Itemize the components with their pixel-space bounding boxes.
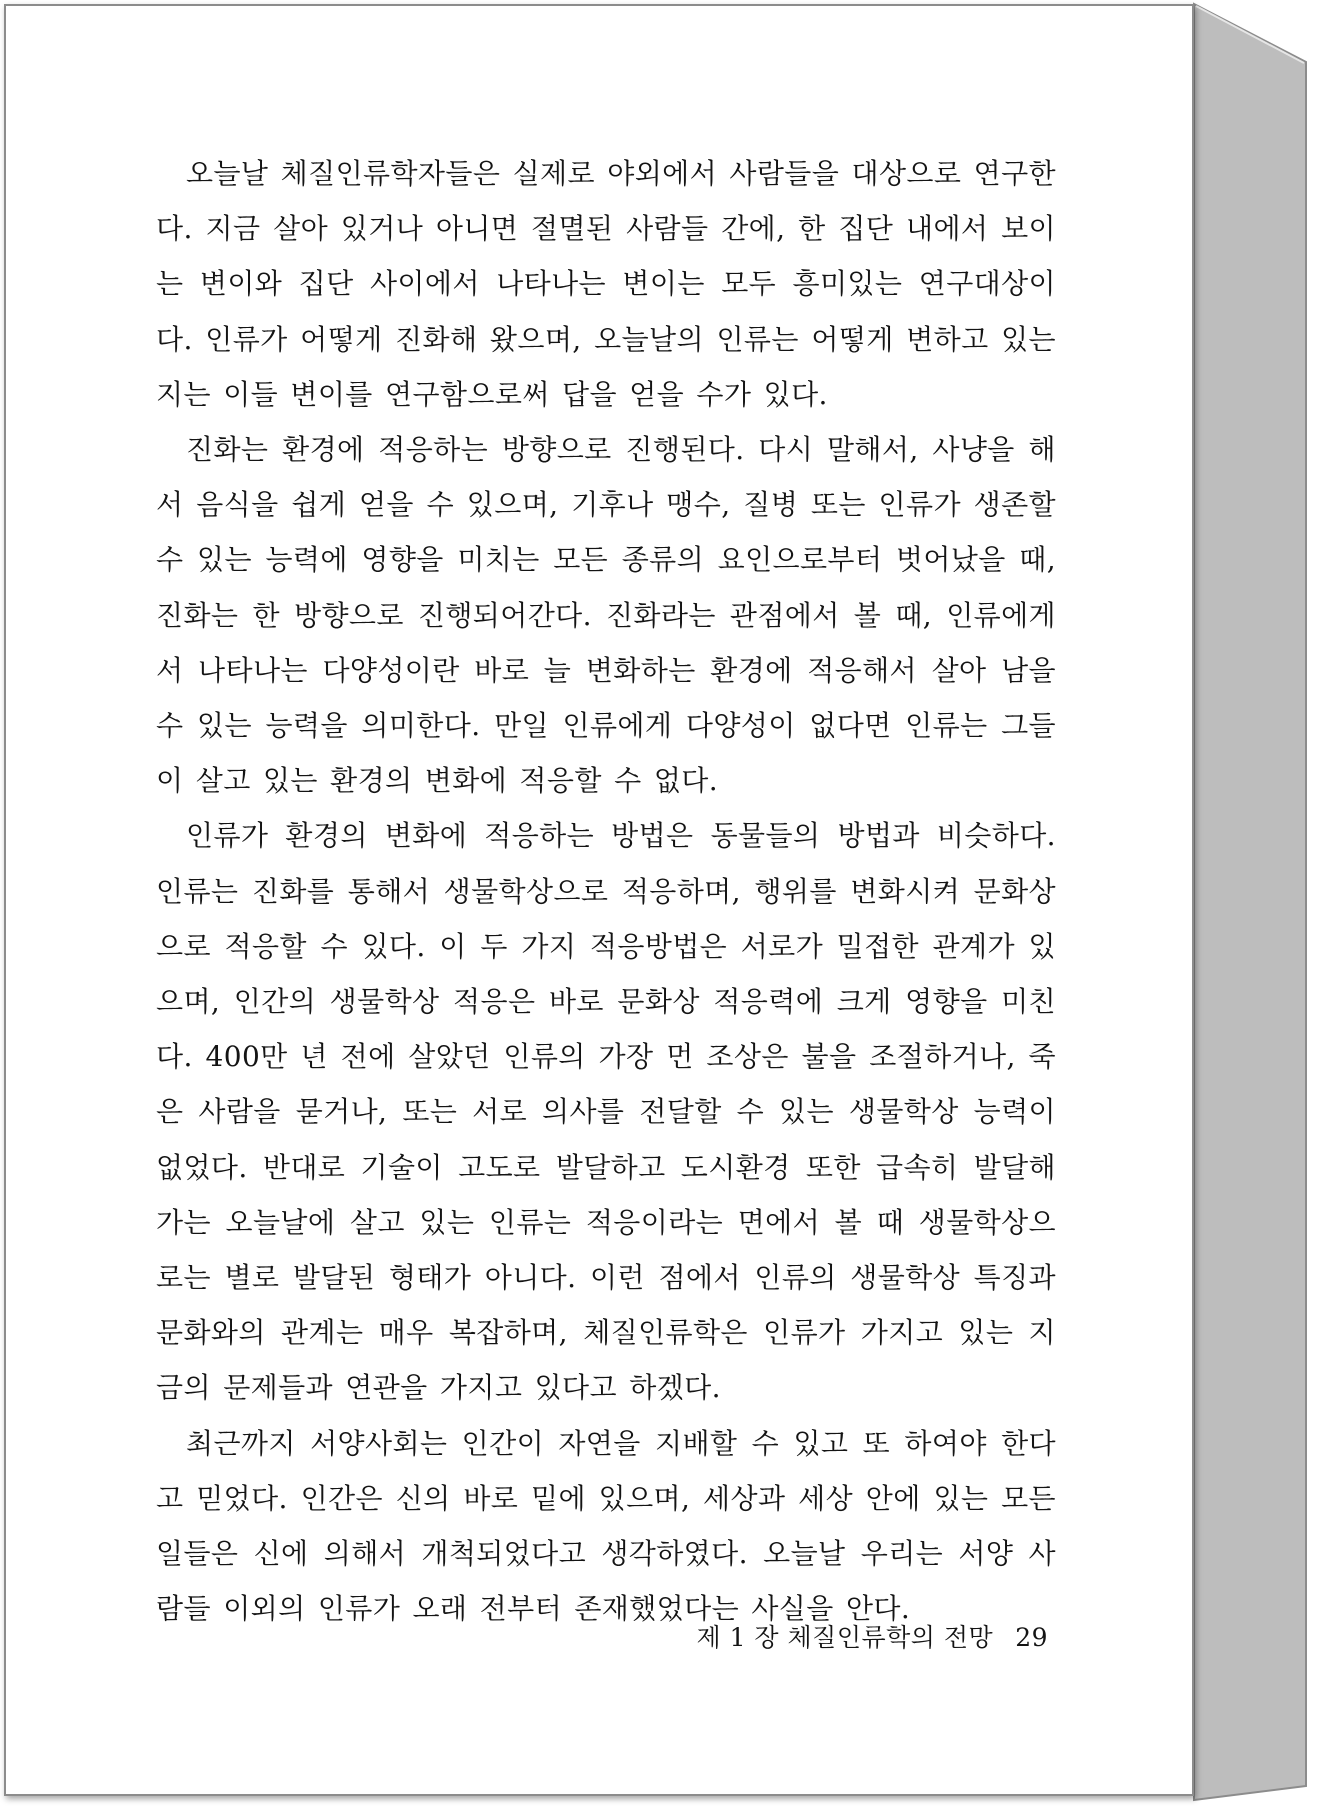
paragraph: 인류가 환경의 변화에 적응하는 방법은 동물들의 방법과 비슷하다. 인류는 진화를 통해서 생물학상으로 적응하며, 행위를 변화시켜 문화상으로 적응할 수 있다. 이 두 가지 적응방법은 서로가 밀접한 관계가 있으며, 인간의 생물학상 적응은 바로 문화상 적응력에 크게 영향을 미친다. 400만 년 전에 살았던 인류의 가장 먼 조상은 불을 조절하거나, 죽은 사람을 묻거나, 또는 서로 의사를 전달할 수 있는 생물학상 능력이 없었다. 반대로 기술이 고도로 발달하고 도시환경 또한 급속히 발달해 가는 오늘날에 살고 있는 인류는 적응이라는 면에서 볼 때 생물학상으로는 별로 발달된 형태가 아니다. 이런 점에서 인류의 생물학상 특징과 문화와의 관계는 매우 복잡하며, 체질인류학은 인류가 가지고 있는 지금의 문제들과 연관을 가지고 있다고 하겠다. — [156, 819, 1056, 1405]
paragraph: 최근까지 서양사회는 인간이 자연을 지배할 수 있고 또 하여야 한다고 믿었다. 인간은 신의 바로 밑에 있으며, 세상과 세상 안에 있는 모든 일들은 신에 의해서 개척되었다고 생각하였다. 오늘날 우리는 서양 사람들 이외의 인류가 오래 전부터 존재했었다는 사실을 안다. — [156, 1426, 1056, 1626]
paragraph: 진화는 환경에 적응하는 방향으로 진행된다. 다시 말해서, 사냥을 해서 음식을 쉽게 얻을 수 있으며, 기후나 맹수, 질병 또는 인류가 생존할 수 있는 능력에 영향을 미치는 모든 종류의 요인으로부터 벗어났을 때, 진화는 한 방향으로 진행되어간다. 진화라는 관점에서 볼 때, 인류에게서 나타나는 다양성이란 바로 늘 변화하는 환경에 적응해서 살아 남을 수 있는 능력을 의미한다. 만일 인류에게 다양성이 없다면 인류는 그들이 살고 있는 환경의 변화에 적응할 수 없다. — [156, 433, 1056, 798]
running-head: 제 1 장 체질인류학의 전망 — [696, 1623, 994, 1652]
book-page — [4, 4, 1194, 1796]
paragraph: 오늘날 체질인류학자들은 실제로 야외에서 사람들을 대상으로 연구한다. 지금 살아 있거나 아니면 절멸된 사람들 간에, 한 집단 내에서 보이는 변이와 집단 사이에서 나타나는 변이는 모두 흥미있는 연구대상이다. 인류가 어떻게 진화해 왔으며, 오늘날의 인류는 어떻게 변하고 있는지는 이들 변이를 연구함으로써 답을 얻을 수가 있다. — [156, 157, 1056, 411]
page-number: 29 — [1015, 1623, 1048, 1652]
page-footer — [696, 1618, 1048, 1654]
body-text — [156, 146, 1056, 1636]
